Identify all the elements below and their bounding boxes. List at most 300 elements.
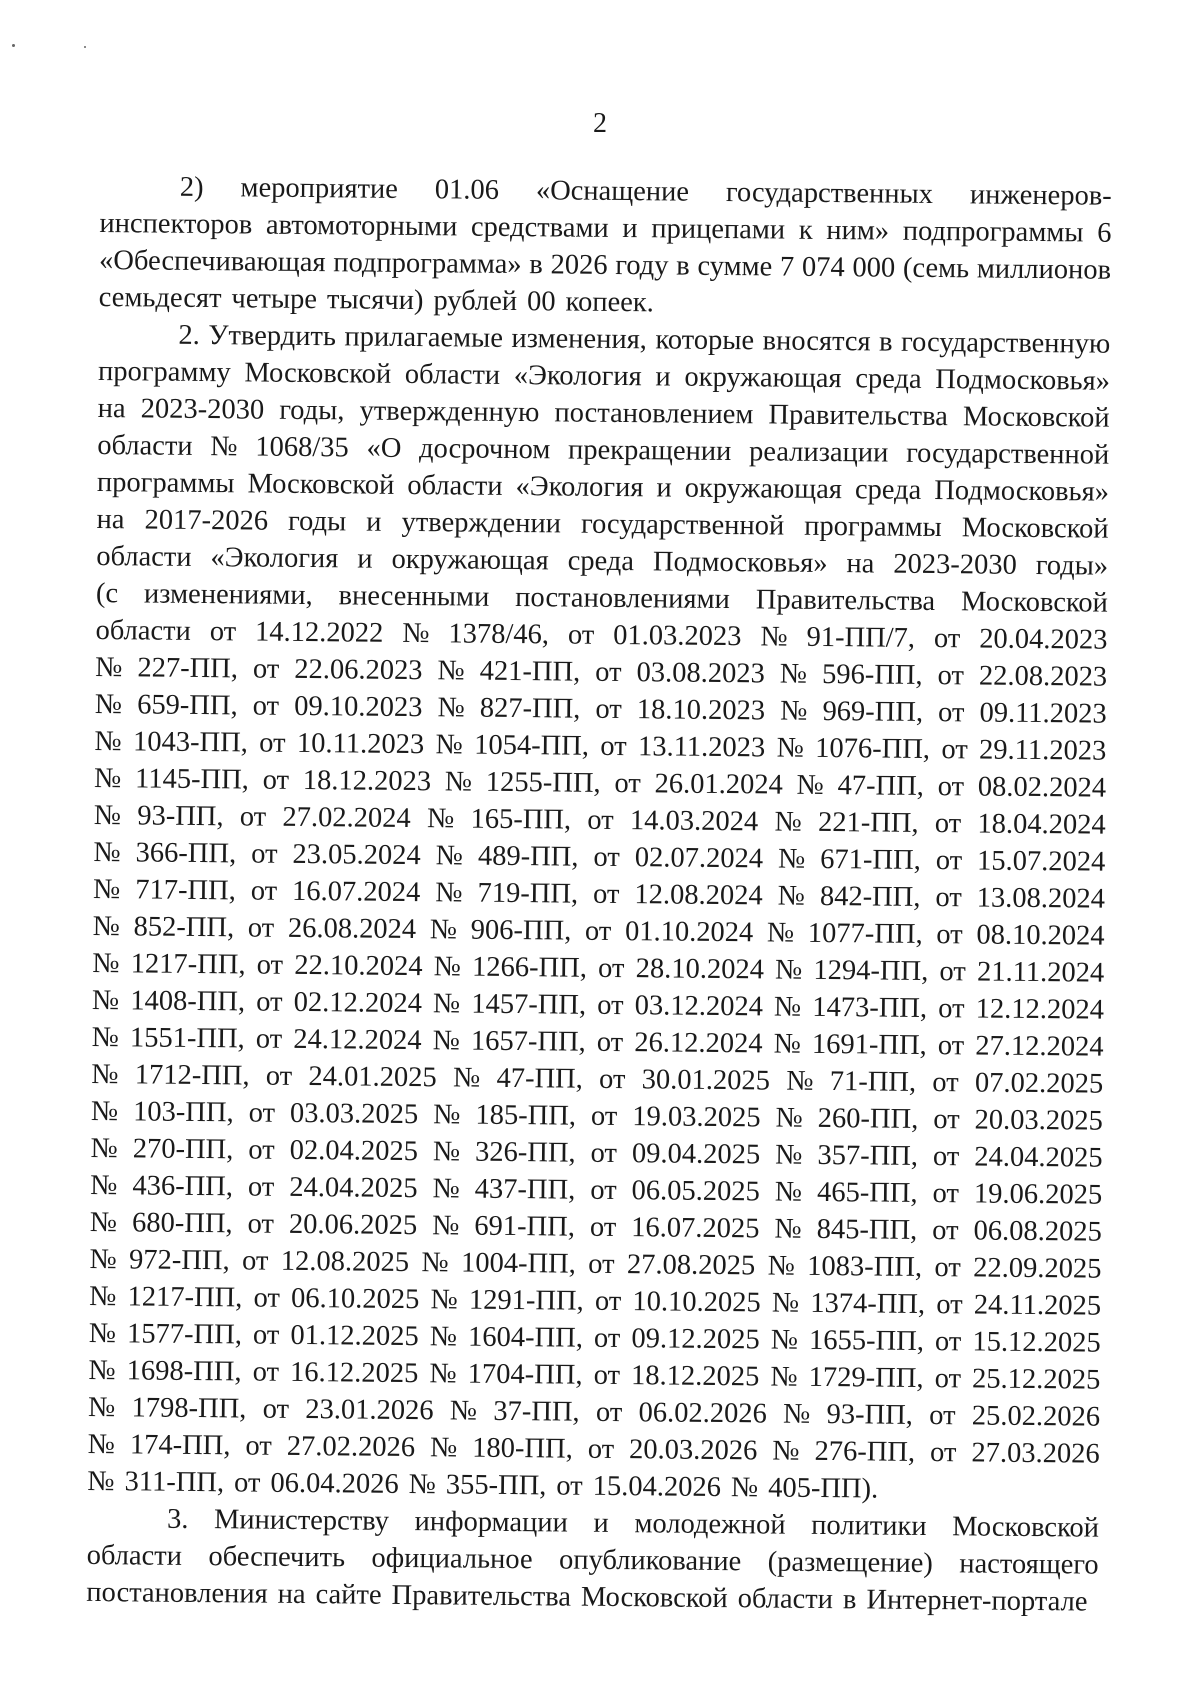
word: прекращении [567, 434, 732, 468]
word: № [93, 799, 122, 832]
word: № [95, 651, 123, 684]
word: от [252, 690, 280, 722]
word: от [934, 808, 962, 840]
word: от [590, 1100, 618, 1133]
word: утверждении [401, 506, 562, 540]
word: от [245, 1430, 272, 1462]
word: 00 [526, 286, 556, 318]
word: 1604-ПП, [467, 1321, 584, 1354]
word: от [590, 1174, 617, 1207]
word: 180-ПП, [472, 1432, 573, 1465]
word: 18.12.2025 [630, 1360, 760, 1393]
word: № [779, 658, 808, 690]
word: политики [811, 1509, 927, 1542]
word: 1077-ПП, [807, 917, 923, 950]
document-body [86, 168, 1112, 1621]
word: от [614, 767, 641, 800]
word: 15.07.2024 [976, 845, 1106, 878]
word: 08.10.2024 [976, 919, 1105, 952]
word: Московской [962, 401, 1110, 434]
word: 16.07.2025 [631, 1212, 760, 1245]
word: № [777, 880, 806, 912]
word: от [933, 623, 961, 655]
word: постановления [86, 1576, 268, 1610]
word: 09.11.2023 [979, 697, 1107, 730]
word: 21.11.2024 [976, 956, 1105, 989]
word: на [96, 503, 125, 536]
word: № [91, 984, 120, 1017]
word: от [587, 1433, 615, 1465]
word: (семь [902, 252, 970, 285]
word: 27.08.2025 [626, 1249, 756, 1282]
word: 09.10.2023 [294, 690, 423, 724]
word: изменения, [511, 322, 648, 356]
word: рублей [433, 285, 518, 318]
word: № [774, 954, 803, 986]
word: 24.12.2024 [293, 1023, 422, 1057]
word: 357-ПП, [817, 1139, 919, 1172]
word: № [433, 1099, 461, 1131]
word: годы [287, 505, 347, 538]
word: (размещение) [767, 1546, 934, 1580]
word: № [92, 947, 120, 980]
word: № [776, 732, 805, 764]
word: 47-ПП, [837, 770, 925, 802]
word: 1004-ПП, [460, 1247, 576, 1280]
word: 3. [166, 1503, 189, 1535]
word: № [773, 991, 802, 1023]
word: в [842, 1584, 857, 1616]
word: 23.05.2024 [292, 838, 421, 872]
word: № [94, 725, 122, 758]
word: копеек. [565, 286, 654, 319]
word: и [357, 543, 373, 575]
paragraph-point-3 [86, 1500, 1099, 1621]
word: 08.02.2024 [977, 771, 1107, 804]
word: на [846, 548, 875, 580]
word: среда [855, 363, 922, 395]
word: № [421, 1247, 449, 1279]
word: Утвердить [208, 320, 337, 353]
word: 24.11.2025 [973, 1289, 1102, 1322]
word: 22.08.2023 [978, 660, 1108, 693]
word: № [429, 914, 458, 946]
word: миллионов [976, 253, 1112, 286]
word: № [777, 843, 806, 875]
word: № [94, 688, 123, 721]
word: от [593, 841, 620, 874]
word: от [589, 1211, 617, 1244]
word: 355-ПП, [445, 1469, 547, 1502]
word: № [774, 1176, 803, 1208]
word: № [93, 836, 121, 869]
word: 09.04.2025 [631, 1138, 761, 1171]
word: ним» [826, 214, 890, 247]
word: 15.12.2025 [972, 1326, 1101, 1359]
word: области [97, 429, 193, 462]
word: окружающая [391, 543, 549, 577]
word: 18.12.2023 [302, 764, 432, 798]
word: 22.10.2024 [294, 949, 423, 983]
word: № [770, 1324, 799, 1356]
word: в [878, 326, 893, 358]
word: № [89, 1243, 117, 1276]
word: 15.04.2026 [592, 1470, 722, 1504]
word: от [255, 1023, 283, 1055]
word: № [766, 917, 795, 949]
word: 29.11.2023 [978, 734, 1107, 767]
word: 969-ПП, [822, 695, 924, 728]
word: «Экология [210, 542, 339, 575]
word: 972-ПП, [128, 1244, 230, 1277]
word: от [932, 1067, 959, 1099]
word: № [210, 431, 238, 463]
word: от [592, 878, 620, 911]
word: Министерству [213, 1504, 390, 1537]
word: № [435, 729, 463, 761]
word: от [590, 1137, 618, 1170]
word: 1729-ПП, [808, 1361, 924, 1394]
word: № [89, 1280, 117, 1313]
word: среда [567, 545, 635, 578]
word: 2026 [550, 249, 608, 281]
word: инженеров- [969, 179, 1112, 212]
word: мероприятие [240, 172, 399, 205]
word: от [253, 1282, 281, 1314]
word: государственной [580, 508, 785, 542]
word: от [600, 730, 627, 763]
word: 93-ПП, [826, 1399, 914, 1431]
word: вносятся [762, 325, 871, 358]
word: № [91, 1021, 120, 1054]
word: 71-ПП, [829, 1066, 917, 1098]
word: № [773, 1028, 802, 1060]
word: № [786, 1065, 814, 1097]
word: 1704-ПП, [467, 1358, 583, 1391]
scan-speck [12, 44, 15, 47]
word: № [796, 769, 824, 801]
word: 326-ПП, [474, 1136, 576, 1169]
word: государственную [900, 326, 1111, 360]
word: окружающая [684, 472, 843, 506]
word: 26.01.2024 [654, 768, 783, 801]
word: 2023-2030 [140, 393, 265, 426]
word: на [97, 392, 126, 425]
word: 000 [852, 252, 896, 284]
word: от [556, 1470, 583, 1502]
word: 20.03.2026 [628, 1434, 758, 1467]
word: 1054-ПП, [474, 729, 590, 762]
word: которые [655, 324, 755, 357]
word: от [595, 1396, 623, 1429]
word: «Обеспечивающая [98, 244, 326, 279]
word: Подмосковья» [652, 546, 828, 580]
word: 906-ПП, [470, 914, 572, 947]
word: 1378/46, [448, 618, 550, 651]
word: от [259, 727, 286, 759]
word: № [780, 695, 808, 727]
word: № [88, 1317, 117, 1350]
word: 165-ПП, [470, 803, 572, 836]
word: Интернет-портале [866, 1584, 1088, 1618]
scan-speck [84, 46, 86, 48]
word: и [622, 213, 638, 245]
word: 27.02.2024 [282, 801, 411, 835]
word: от [595, 693, 622, 726]
word: 12.08.2024 [634, 879, 763, 912]
word: от [929, 1400, 956, 1432]
word: 02.12.2024 [293, 986, 423, 1020]
word: 19.06.2025 [973, 1178, 1103, 1211]
word: 1217-ПП, [130, 948, 246, 981]
word: № [429, 1358, 457, 1390]
word: от [932, 1215, 959, 1247]
word: 596-ПП, [821, 658, 923, 691]
word: 845-ПП, [816, 1213, 918, 1246]
word: № [87, 1391, 116, 1424]
word: опубликование [558, 1544, 742, 1578]
word: обеспечить [208, 1541, 346, 1574]
word: № [433, 951, 462, 983]
word: № [775, 1102, 803, 1134]
word: 28.10.2024 [635, 953, 765, 986]
word: от [265, 1060, 293, 1092]
word: 16.12.2025 [289, 1356, 419, 1390]
word: № [432, 1210, 460, 1242]
word: 93-ПП, [137, 800, 224, 833]
word: 23.01.2026 [305, 1394, 434, 1427]
word: № [435, 877, 463, 909]
word: 27.02.2026 [286, 1430, 416, 1464]
word: № [432, 1136, 461, 1168]
word: № [449, 1395, 478, 1427]
word: годы» [1035, 550, 1109, 582]
word: 25.12.2025 [971, 1363, 1101, 1396]
word: программы [96, 466, 235, 500]
word: 691-ПП, [474, 1210, 576, 1243]
word: № [437, 692, 465, 724]
word: 489-ПП, [477, 840, 579, 873]
word: 227-ПП, [137, 652, 239, 685]
word: области [96, 540, 192, 573]
word: среда [854, 474, 922, 506]
word: 1691-ПП, [811, 1028, 927, 1061]
word: 03.12.2024 [634, 990, 764, 1023]
word: 27.12.2024 [975, 1030, 1104, 1063]
word: 01.06 [434, 174, 500, 206]
word: 1291-ПП, [468, 1284, 584, 1317]
word: 1473-ПП, [812, 991, 928, 1024]
word: внесенными [338, 580, 490, 613]
word: 25.02.2026 [971, 1400, 1101, 1433]
word: 22.09.2025 [973, 1252, 1102, 1285]
word: 311-ПП, [124, 1466, 225, 1499]
word: 671-ПП, [820, 843, 921, 876]
word: от [596, 1026, 624, 1059]
word: Московской [952, 1511, 1100, 1544]
word: досрочном [418, 433, 551, 466]
word: 276-ПП, [814, 1435, 916, 1468]
word: от [936, 919, 963, 951]
word: от [567, 619, 595, 651]
word: № [774, 1213, 802, 1245]
word: от [248, 1097, 276, 1129]
word: 717-ПП, [135, 874, 236, 907]
word: 437-ПП, [474, 1173, 576, 1206]
word: № [452, 1062, 481, 1094]
word: 270-ПП, [132, 1133, 234, 1166]
word: от [934, 1326, 962, 1358]
word: от [247, 912, 275, 944]
word: от [251, 838, 278, 870]
word: от [936, 1289, 963, 1321]
word: Московской [244, 357, 392, 390]
word: утвержденную [359, 395, 540, 429]
word: «О [366, 432, 402, 464]
word: и [366, 506, 382, 538]
word: 2. [178, 319, 200, 351]
word: № [88, 1354, 116, 1387]
word: 1068/35 [255, 431, 349, 464]
word: подпрограммы [902, 215, 1084, 249]
word: № [93, 762, 122, 795]
word: № [437, 655, 465, 687]
word: от [593, 1359, 621, 1392]
word: 1145-ПП, [134, 763, 250, 796]
word: 03.08.2023 [636, 657, 765, 690]
word: 1798-ПП, [131, 1392, 247, 1425]
word: от [941, 734, 968, 766]
word: от [256, 949, 284, 981]
word: и [655, 361, 671, 393]
word: 06.05.2025 [631, 1175, 761, 1208]
word: в [676, 250, 690, 282]
word: Правительства [755, 584, 936, 618]
word: 01.12.2025 [290, 1319, 419, 1353]
word: 16.07.2024 [291, 875, 421, 909]
word: 1083-ПП, [807, 1250, 923, 1283]
word: 366-ПП, [135, 837, 237, 870]
word: № [91, 1058, 119, 1091]
word: 1255-ПП, [485, 766, 601, 799]
word: 1374-ПП, [810, 1287, 926, 1320]
word: № [408, 1469, 437, 1501]
word: 26.08.2024 [287, 912, 417, 946]
word: от [252, 1319, 280, 1351]
word: 1698-ПП, [126, 1355, 242, 1388]
word: 1043-ПП, [132, 726, 249, 759]
word: от [247, 1208, 275, 1240]
word: 1712-ПП, [134, 1059, 250, 1092]
word: 827-ПП, [479, 692, 581, 725]
word: от [209, 616, 237, 648]
word: от [248, 1134, 275, 1166]
word: постановлением [554, 397, 754, 431]
word: прицепами [651, 213, 786, 246]
word: от [938, 993, 965, 1025]
word: 09.12.2025 [631, 1323, 760, 1356]
word: от [937, 771, 965, 803]
word: 2023-2030 [893, 548, 1018, 581]
word: 20.06.2025 [288, 1208, 418, 1242]
word: окружающая [684, 361, 842, 395]
word: от [597, 989, 624, 1022]
word: автомоторными [265, 209, 458, 243]
word: и [593, 1507, 609, 1539]
word: от [593, 1322, 621, 1355]
word: 02.04.2025 [289, 1134, 419, 1168]
word: 1294-ПП, [813, 954, 929, 987]
word: в [529, 249, 543, 281]
word: 260-ПП, [817, 1102, 919, 1135]
word: семьдесят [98, 281, 222, 315]
word: 03.03.2025 [289, 1097, 419, 1131]
word: № [432, 988, 461, 1020]
word: программы [804, 510, 942, 544]
word: № [90, 1169, 118, 1202]
word: № [774, 806, 802, 838]
word: инспекторов [99, 207, 253, 241]
word: 19.03.2025 [632, 1101, 761, 1134]
word: области [737, 1583, 834, 1616]
word: 405-ПП). [768, 1472, 879, 1505]
word: 680-ПП, [131, 1207, 233, 1240]
word: Московской [961, 512, 1109, 545]
word: Подмосковья» [935, 364, 1111, 397]
word: № [775, 1139, 803, 1171]
word: 02.07.2024 [634, 842, 764, 875]
word: № [92, 873, 121, 906]
word: № [444, 766, 473, 798]
word: 719-ПП, [477, 877, 579, 910]
word: от [587, 804, 614, 836]
word: 1551-ПП, [129, 1022, 245, 1055]
word: государственных [725, 177, 934, 210]
word: от [937, 697, 965, 729]
word: 174-ПП, [129, 1429, 231, 1462]
word: от [934, 1363, 962, 1395]
word: № [782, 1398, 811, 1430]
word: от [241, 1245, 269, 1277]
word: 12.08.2025 [280, 1245, 410, 1279]
word: 18.10.2023 [636, 694, 766, 727]
word: изменениями, [143, 578, 313, 612]
word: Московской [247, 468, 395, 501]
word: от [937, 1030, 965, 1062]
word: «Экология [515, 471, 644, 504]
word: от [929, 1437, 957, 1469]
word: от [250, 875, 278, 907]
word: от [595, 656, 622, 689]
word: 421-ПП, [479, 655, 581, 688]
word: от [256, 986, 283, 1018]
word: области [95, 614, 191, 647]
word: от [597, 952, 625, 985]
word: 1266-ПП, [471, 951, 588, 984]
word: 22.06.2023 [294, 653, 423, 687]
word: Правительства [391, 1579, 572, 1613]
word: от [588, 1248, 615, 1280]
word: 10.10.2025 [632, 1286, 761, 1319]
word: № [87, 1465, 115, 1498]
word: реализации [748, 436, 889, 469]
word: от [598, 1063, 626, 1096]
word: 6 [1097, 217, 1112, 249]
word: прилагаемые [344, 321, 504, 354]
word: 103-ПП, [132, 1096, 234, 1129]
word: от [252, 1356, 280, 1388]
word: 436-ПП, [132, 1170, 234, 1203]
